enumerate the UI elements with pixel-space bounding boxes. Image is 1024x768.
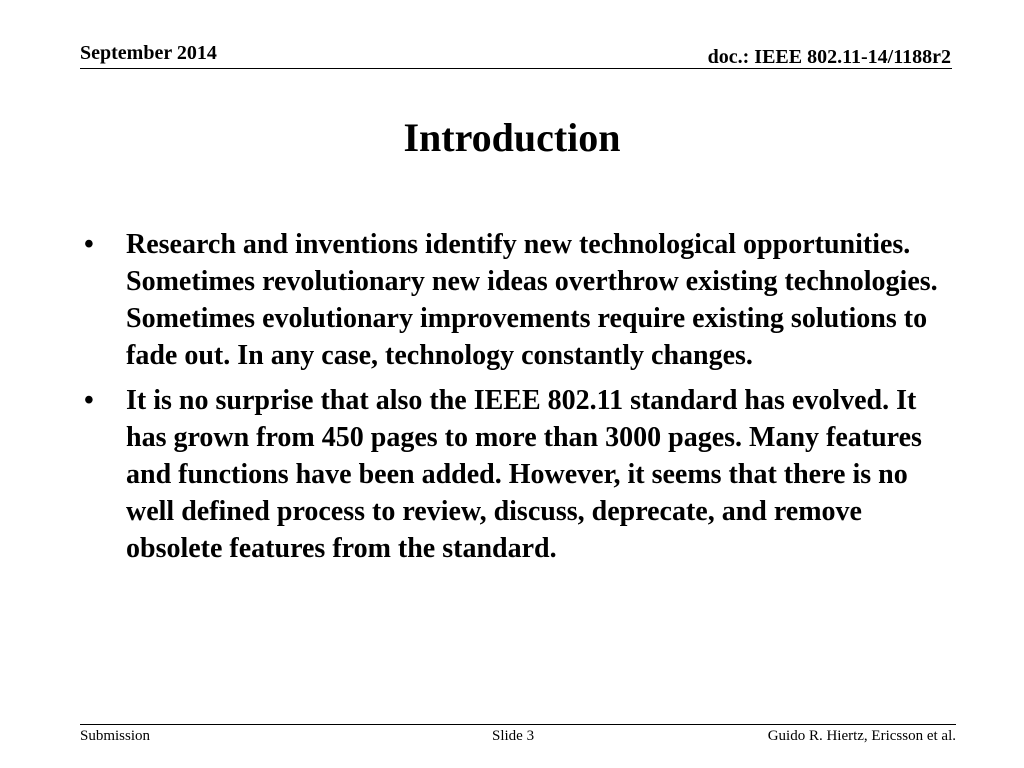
footer-authors: Guido R. Hiertz, Ericsson et al. <box>767 728 956 744</box>
footer-divider <box>80 724 956 725</box>
slide-title: Introduction <box>403 115 621 160</box>
bullet-item-standard-growth <box>84 382 954 567</box>
bullet-list <box>84 226 954 575</box>
footer-submission: Submission <box>80 728 151 744</box>
bullet-item-research <box>84 226 954 374</box>
header-divider <box>80 68 952 69</box>
bullet-dot-icon: • <box>84 229 94 260</box>
header-date: September 2014 <box>80 42 217 64</box>
bullet-dot-icon: • <box>84 385 94 416</box>
bullet-text-standard-growth: It is no surprise that also the IEEE 802.11 standard has evolved. It has grown from 450 pages to more than 3000 pages. Many features and functions have been added. However, it seems that there is no well defined process to review, discuss, deprecate, and remove obsolete features from the standard. <box>126 385 922 564</box>
footer-slide-number: Slide 3 <box>492 728 535 744</box>
header-doc-id: doc.: IEEE 802.11-14/1188r2 <box>707 46 951 68</box>
bullet-text-research: Research and inventions identify new technological opportunities. Sometimes revolutionary new ideas overthrow existing technologies. Sometimes evolutionary improvements require existing solutions to fade out. In any case, technology constantly changes. <box>126 229 938 371</box>
